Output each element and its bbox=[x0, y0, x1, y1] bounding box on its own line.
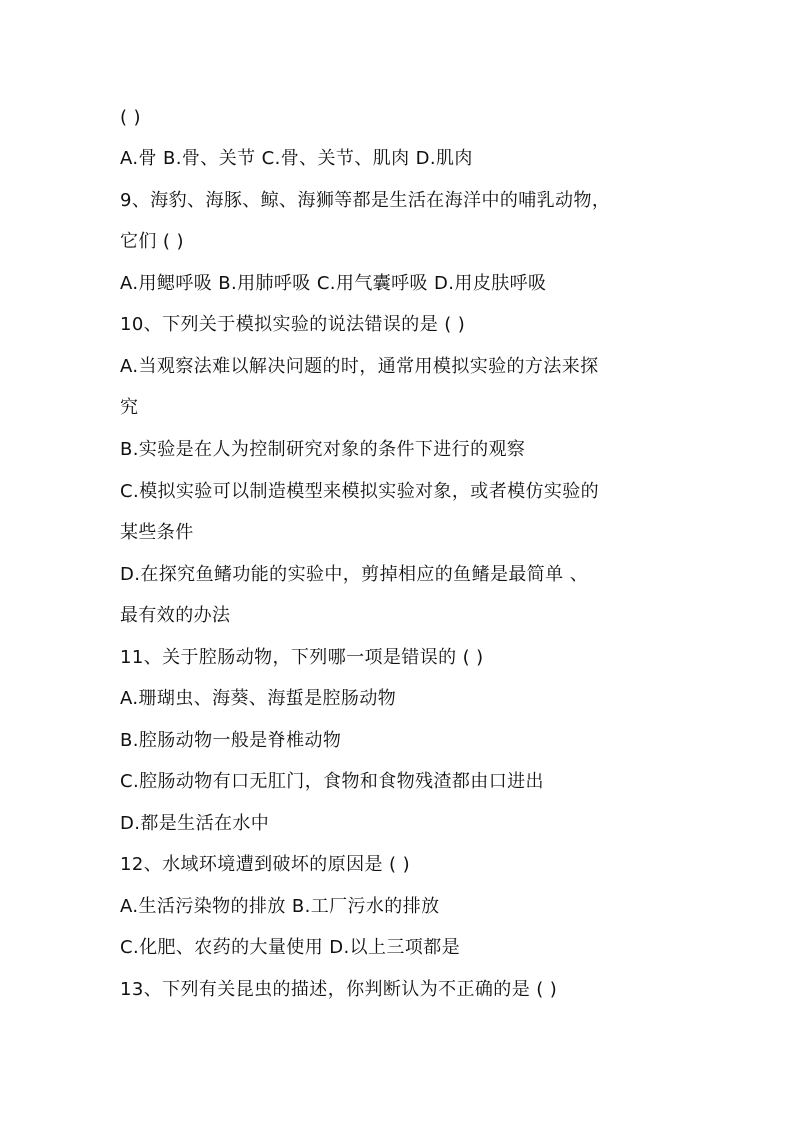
question-9-options: A.用鳃呼吸 B.用肺呼吸 C.用气囊呼吸 D.用皮肤呼吸 bbox=[120, 273, 547, 294]
question-8-options: A.骨 B.骨、关节 C.骨、关节、肌肉 D.肌肉 bbox=[120, 148, 473, 169]
question-11-option-b: B.腔肠动物一般是脊椎动物 bbox=[120, 730, 342, 751]
question-11-option-d: D.都是生活在水中 bbox=[120, 813, 270, 834]
question-10-option-d-line-2: 最有效的办法 bbox=[120, 605, 231, 626]
question-13-stem: 13、下列有关昆虫的描述，你判断认为不正确的是 ( ) bbox=[120, 979, 558, 1000]
question-12-options-line-1: A.生活污染物的排放 B.工厂污水的排放 bbox=[120, 896, 440, 917]
question-10-option-a-line-2: 究 bbox=[120, 397, 139, 418]
question-9-stem-line-1: 9、海豹、海豚、鲸、海狮等都是生活在海洋中的哺乳动物， bbox=[120, 190, 611, 211]
question-10-option-c-line-2: 某些条件 bbox=[120, 522, 194, 543]
question-8-answer-parentheses: ( ) bbox=[120, 107, 141, 128]
question-10-option-c-line-1: C.模拟实验可以制造模型来模拟实验对象，或者模仿实验的 bbox=[120, 481, 600, 502]
question-11-option-c: C.腔肠动物有口无肛门，食物和食物残渣都由口进出 bbox=[120, 771, 544, 792]
question-9-stem-line-2: 它们 ( ) bbox=[120, 231, 184, 252]
question-10-option-a-line-1: A.当观察法难以解决问题的时，通常用模拟实验的方法来探 bbox=[120, 356, 599, 377]
question-10-option-d-line-1: D.在探究鱼鳍功能的实验中，剪掉相应的鱼鳍是最简单 、 bbox=[120, 564, 589, 585]
question-12-options-line-2: C.化肥、农药的大量使用 D.以上三项都是 bbox=[120, 937, 460, 958]
question-11-option-a: A.珊瑚虫、海葵、海蜇是腔肠动物 bbox=[120, 688, 397, 709]
question-10-stem: 10、下列关于模拟实验的说法错误的是 ( ) bbox=[120, 314, 466, 335]
question-10-option-b: B.实验是在人为控制研究对象的条件下进行的观察 bbox=[120, 439, 526, 460]
question-12-stem: 12、水域环境遭到破坏的原因是 ( ) bbox=[120, 854, 410, 875]
question-11-stem: 11、关于腔肠动物，下列哪一项是错误的 ( ) bbox=[120, 647, 484, 668]
